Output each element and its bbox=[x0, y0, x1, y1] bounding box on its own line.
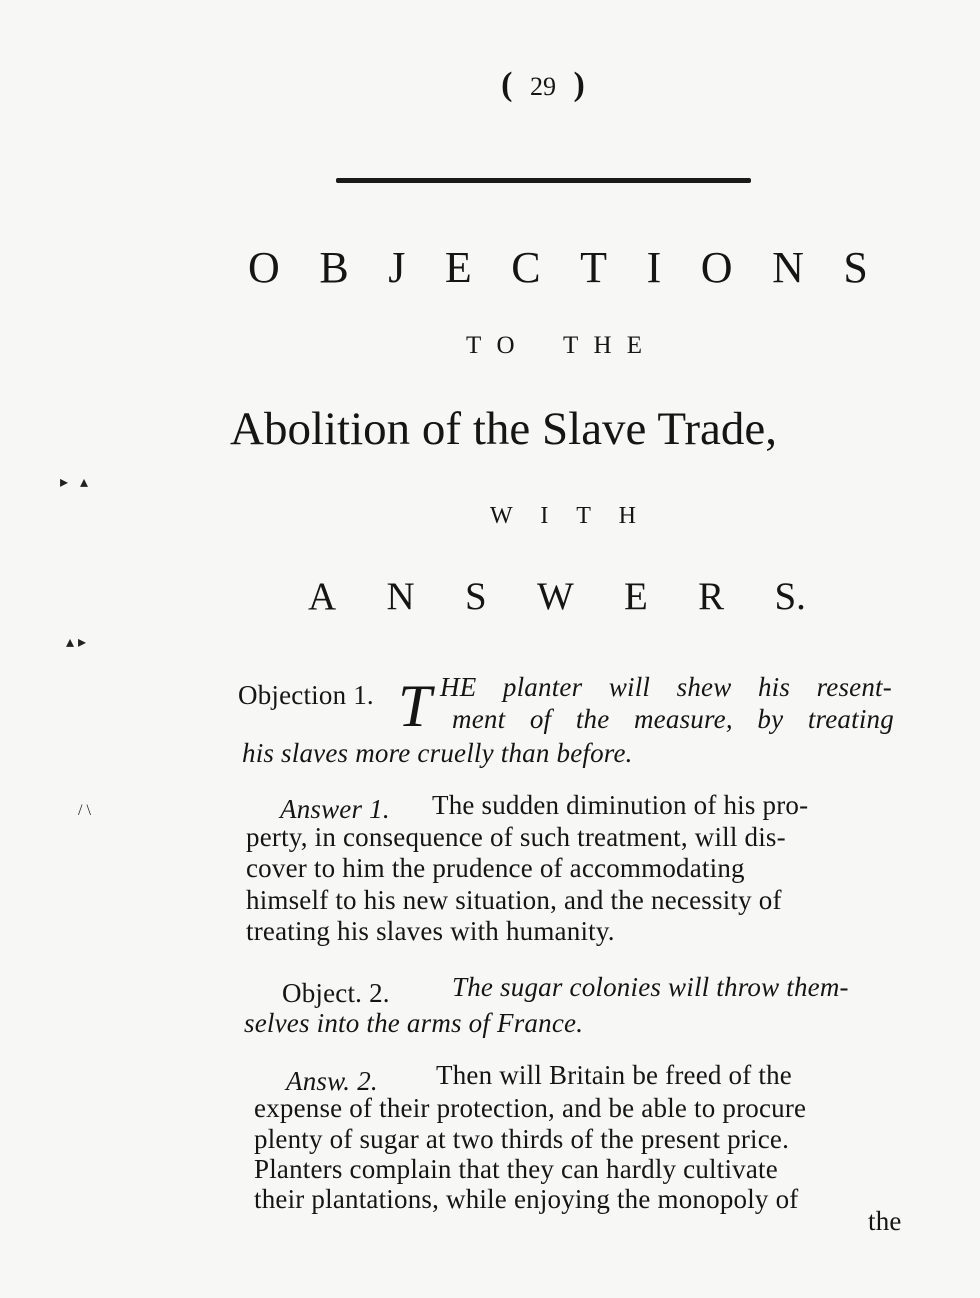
title-letter: C bbox=[511, 243, 541, 292]
word: treating bbox=[807, 704, 894, 734]
open-paren: ( bbox=[501, 66, 513, 103]
title-letter: J bbox=[388, 243, 406, 292]
title-letter: I bbox=[646, 243, 662, 292]
answer-2-line-5: their plantations, while enjoying the monopoly of bbox=[254, 1184, 799, 1214]
answer-2-line-2: expense of their protection, and be able to procure bbox=[254, 1093, 807, 1123]
title-letter: H bbox=[593, 332, 612, 359]
title-letter: T bbox=[466, 332, 482, 359]
margin-mark: ▴ ▸ bbox=[66, 634, 87, 651]
answer-2-line-4: Planters complain that they can hardly cultivate bbox=[254, 1154, 778, 1184]
catchword: the bbox=[868, 1206, 902, 1236]
objection-2-line-1: The sugar colonies will throw them- bbox=[452, 972, 849, 1002]
answer-2-line-3: plenty of sugar at two thirds of the present price. bbox=[254, 1124, 790, 1154]
title-letter: T bbox=[576, 503, 591, 529]
title-letter: T bbox=[562, 332, 579, 359]
title-letter: S bbox=[843, 243, 868, 292]
answer-1-line-2: perty, in consequence of such treatment, will dis- bbox=[246, 822, 786, 852]
close-paren: ) bbox=[573, 66, 585, 103]
title-letter: S. bbox=[774, 575, 806, 618]
title-letter: S bbox=[464, 575, 487, 618]
word: by bbox=[757, 704, 784, 734]
title-letter: W bbox=[490, 503, 513, 529]
drop-cap: T bbox=[398, 673, 432, 739]
word: measure, bbox=[633, 704, 733, 734]
title-subject: Abolition of the Slave Trade, bbox=[230, 403, 777, 455]
answer-1-label: Answer 1. bbox=[280, 794, 390, 824]
answer-1-line-4: himself to his new situation, and the necessity of bbox=[246, 885, 782, 915]
answer-1-line-3: cover to him the prudence of accommodating bbox=[246, 853, 745, 883]
margin-mark: / \ bbox=[78, 802, 91, 819]
word: ment bbox=[452, 704, 506, 734]
title-letter: B bbox=[319, 243, 349, 292]
objection-2-line-2: selves into the arms of France. bbox=[244, 1008, 584, 1038]
title-letter: R bbox=[698, 575, 725, 618]
objection-1-line-3: his slaves more cruelly than before. bbox=[242, 738, 633, 768]
word: his bbox=[757, 672, 791, 702]
answer-2-label: Answ. 2. bbox=[286, 1066, 378, 1096]
objection-1-line-2 bbox=[452, 704, 894, 735]
answer-1-line-1: The sudden diminution of his pro- bbox=[432, 790, 809, 820]
word: HE bbox=[440, 672, 477, 702]
title-letter: O bbox=[248, 243, 280, 292]
title-letter: N bbox=[386, 575, 415, 618]
word: planter bbox=[502, 672, 583, 702]
title-letter: H bbox=[618, 503, 636, 529]
page-number bbox=[478, 66, 608, 104]
answer-2-line-1: Then will Britain be freed of the bbox=[436, 1060, 792, 1090]
title-objections bbox=[248, 242, 868, 293]
title-letter: A bbox=[308, 575, 337, 618]
word: shew bbox=[676, 672, 732, 702]
word-gap bbox=[530, 332, 548, 360]
word: resent- bbox=[816, 672, 892, 702]
title-letter: N bbox=[772, 243, 804, 292]
title-answers bbox=[308, 574, 806, 619]
title-letter: E bbox=[624, 575, 648, 618]
title-letter: I bbox=[540, 503, 549, 529]
title-letter: O bbox=[496, 332, 515, 359]
word: will bbox=[608, 672, 651, 702]
objection-2-label: Object. 2. bbox=[282, 978, 390, 1008]
title-letter: O bbox=[700, 243, 733, 292]
title-letter: T bbox=[580, 243, 608, 292]
title-letter: W bbox=[536, 575, 574, 618]
title-letter: E bbox=[444, 243, 472, 292]
objection-1-line-1 bbox=[440, 672, 892, 703]
margin-mark: ▸ ▴ bbox=[60, 474, 89, 491]
title-to-the bbox=[466, 332, 642, 360]
title-with bbox=[490, 503, 636, 530]
answer-1-line-5: treating his slaves with humanity. bbox=[246, 916, 615, 946]
header-rule bbox=[336, 178, 751, 183]
word: the bbox=[575, 704, 610, 734]
page-number-value: 29 bbox=[530, 72, 556, 101]
objection-1-label: Objection 1. bbox=[238, 680, 374, 710]
word: of bbox=[529, 704, 552, 734]
title-letter: E bbox=[626, 332, 642, 359]
